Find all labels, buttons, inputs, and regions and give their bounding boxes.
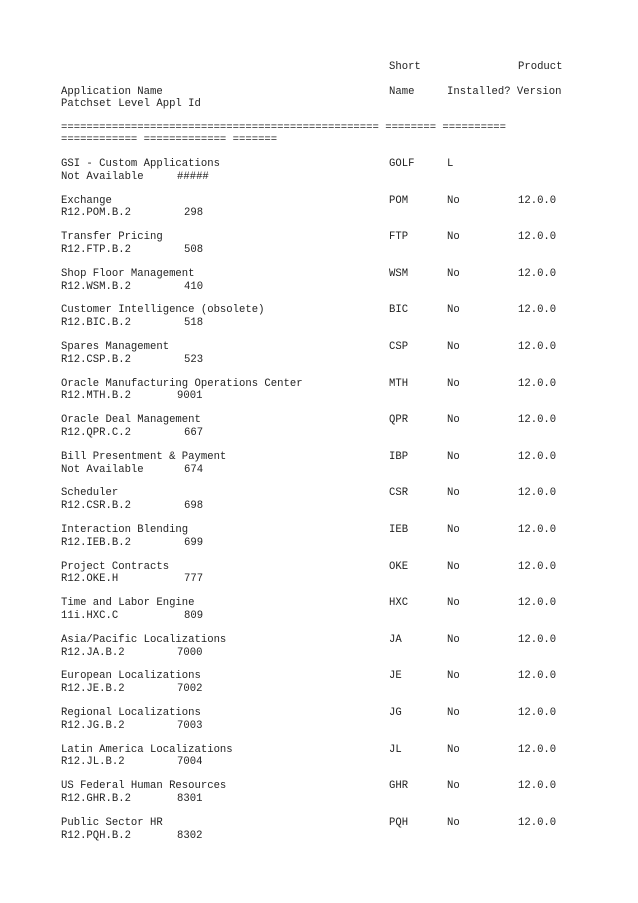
- installed-flag: No: [447, 780, 460, 793]
- appl-id: 777: [184, 573, 204, 586]
- patchset-level: R12.WSM.B.2: [61, 280, 131, 293]
- patchset-level: R12.JL.B.2: [61, 756, 125, 769]
- app-name: Latin America Localizations: [61, 743, 233, 756]
- app-name: Exchange: [61, 194, 112, 207]
- app-name: Transfer Pricing: [61, 231, 163, 244]
- appl-id: 518: [184, 317, 204, 330]
- app-name: Project Contracts: [61, 560, 170, 573]
- short-name: JG: [389, 707, 402, 719]
- installed-flag: No: [447, 450, 460, 463]
- patchset-level: R12.FTP.B.2: [61, 244, 131, 256]
- appl-id: 674: [184, 463, 204, 476]
- product-version: 12.0.0: [518, 780, 557, 793]
- product-version: 12.0.0: [518, 670, 557, 683]
- installed-flag: No: [447, 560, 460, 573]
- short-name: CSR: [389, 487, 409, 500]
- patchset-level: R12.MTH.B.2: [61, 390, 131, 403]
- installed-flag: No: [447, 377, 460, 390]
- short-name: CSP: [389, 341, 409, 353]
- short-name: IBP: [389, 450, 409, 463]
- product-version: 12.0.0: [518, 231, 557, 244]
- short-name: QPR: [389, 414, 409, 427]
- product-version: 12.0.0: [518, 524, 557, 536]
- installed-flag: No: [447, 414, 460, 427]
- appl-id: 667: [184, 427, 204, 439]
- product-version: 12.0.0: [518, 267, 557, 280]
- product-version: 12.0.0: [518, 414, 557, 427]
- installed-flag: No: [447, 670, 460, 683]
- installed-flag: No: [447, 304, 460, 317]
- patchset-level: R12.JE.B.2: [61, 683, 125, 696]
- separator-line-2: ============ ============= =======: [61, 134, 278, 146]
- appl-id: 9001: [177, 390, 203, 403]
- short-name: HXC: [389, 597, 409, 610]
- patchset-level: R12.QPR.C.2: [61, 427, 131, 439]
- appl-id: 523: [184, 353, 204, 366]
- short-name: OKE: [389, 560, 409, 573]
- header-short-bottom: Name: [389, 86, 415, 98]
- app-name: GSI - Custom Applications: [61, 158, 220, 170]
- short-name: GHR: [389, 780, 409, 793]
- short-name: JL: [389, 743, 402, 756]
- product-version: 12.0.0: [518, 341, 557, 353]
- patchset-level: R12.OKE.H: [61, 573, 119, 586]
- patchset-level: R12.CSR.B.2: [61, 500, 131, 513]
- patchset-level: Not Available: [61, 170, 144, 183]
- installed-flag: No: [447, 633, 460, 646]
- appl-id: 7002: [177, 683, 203, 696]
- app-name: Regional Localizations: [61, 707, 201, 719]
- patchset-level: R12.IEB.B.2: [61, 536, 131, 549]
- app-name: Shop Floor Management: [61, 267, 195, 280]
- short-name: FTP: [389, 231, 409, 244]
- app-name: Oracle Deal Management: [61, 414, 201, 427]
- product-version: 12.0.0: [518, 633, 557, 646]
- header-product-top: Product: [518, 61, 563, 73]
- installed-flag: No: [447, 487, 460, 500]
- product-version: 12.0.0: [518, 707, 557, 719]
- product-version: 12.0.0: [518, 816, 557, 829]
- installed-flag: No: [447, 816, 460, 829]
- patchset-level: R12.POM.B.2: [61, 207, 131, 220]
- appl-id: 7004: [177, 756, 203, 769]
- appl-id: #####: [177, 170, 209, 183]
- installed-flag: No: [447, 524, 460, 536]
- product-version: 12.0.0: [518, 304, 557, 317]
- installed-flag: No: [447, 267, 460, 280]
- header-patchset-line: Patchset Level Appl Id: [61, 98, 201, 110]
- patchset-level: R12.BIC.B.2: [61, 317, 131, 330]
- app-name: Customer Intelligence (obsolete): [61, 304, 265, 317]
- separator-line-1: ================================================== ======== ==========: [61, 122, 507, 134]
- product-version: 12.0.0: [518, 377, 557, 390]
- installed-flag: No: [447, 341, 460, 353]
- product-version: 12.0.0: [518, 597, 557, 610]
- short-name: BIC: [389, 304, 409, 317]
- installed-flag: No: [447, 743, 460, 756]
- header-app-name: Application Name: [61, 86, 163, 98]
- header-installed-version: Installed? Version: [447, 86, 562, 98]
- appl-id: 698: [184, 500, 204, 513]
- installed-flag: L: [447, 158, 454, 170]
- appl-id: 7003: [177, 719, 203, 732]
- short-name: POM: [389, 194, 409, 207]
- appl-id: 7000: [177, 646, 203, 659]
- patchset-level: R12.GHR.B.2: [61, 793, 131, 805]
- app-name: Bill Presentment & Payment: [61, 450, 227, 463]
- appl-id: 8301: [177, 793, 203, 805]
- appl-id: 508: [184, 244, 204, 256]
- product-version: 12.0.0: [518, 487, 557, 500]
- product-version: 12.0.0: [518, 560, 557, 573]
- app-name: Public Sector HR: [61, 816, 163, 829]
- app-name: Time and Labor Engine: [61, 597, 195, 610]
- patchset-level: R12.CSP.B.2: [61, 353, 131, 366]
- patchset-level: Not Available: [61, 463, 144, 476]
- patchset-level: R12.PQH.B.2: [61, 829, 131, 842]
- short-name: WSM: [389, 267, 409, 280]
- short-name: MTH: [389, 377, 409, 390]
- patchset-level: R12.JA.B.2: [61, 646, 125, 659]
- short-name: GOLF: [389, 158, 415, 170]
- installed-flag: No: [447, 597, 460, 610]
- app-name: European Localizations: [61, 670, 201, 683]
- product-version: 12.0.0: [518, 194, 557, 207]
- patchset-level: R12.JG.B.2: [61, 719, 125, 732]
- app-name: US Federal Human Resources: [61, 780, 227, 793]
- installed-flag: No: [447, 231, 460, 244]
- appl-id: 410: [184, 280, 204, 293]
- app-name: Interaction Blending: [61, 524, 189, 536]
- appl-id: 809: [184, 610, 204, 622]
- app-name: Asia/Pacific Localizations: [61, 633, 227, 646]
- header-short-top: Short: [389, 61, 421, 73]
- patchset-level: 11i.HXC.C: [61, 610, 119, 622]
- installed-flag: No: [447, 194, 460, 207]
- product-version: 12.0.0: [518, 743, 557, 756]
- app-name: Spares Management: [61, 341, 170, 353]
- app-name: Oracle Manufacturing Operations Center: [61, 377, 303, 390]
- appl-id: 699: [184, 536, 204, 549]
- product-version: 12.0.0: [518, 450, 557, 463]
- short-name: JA: [389, 633, 402, 646]
- appl-id: 298: [184, 207, 204, 220]
- app-name: Scheduler: [61, 487, 119, 500]
- appl-id: 8302: [177, 829, 203, 842]
- installed-flag: No: [447, 707, 460, 719]
- short-name: JE: [389, 670, 402, 683]
- short-name: IEB: [389, 524, 409, 536]
- short-name: PQH: [389, 816, 409, 829]
